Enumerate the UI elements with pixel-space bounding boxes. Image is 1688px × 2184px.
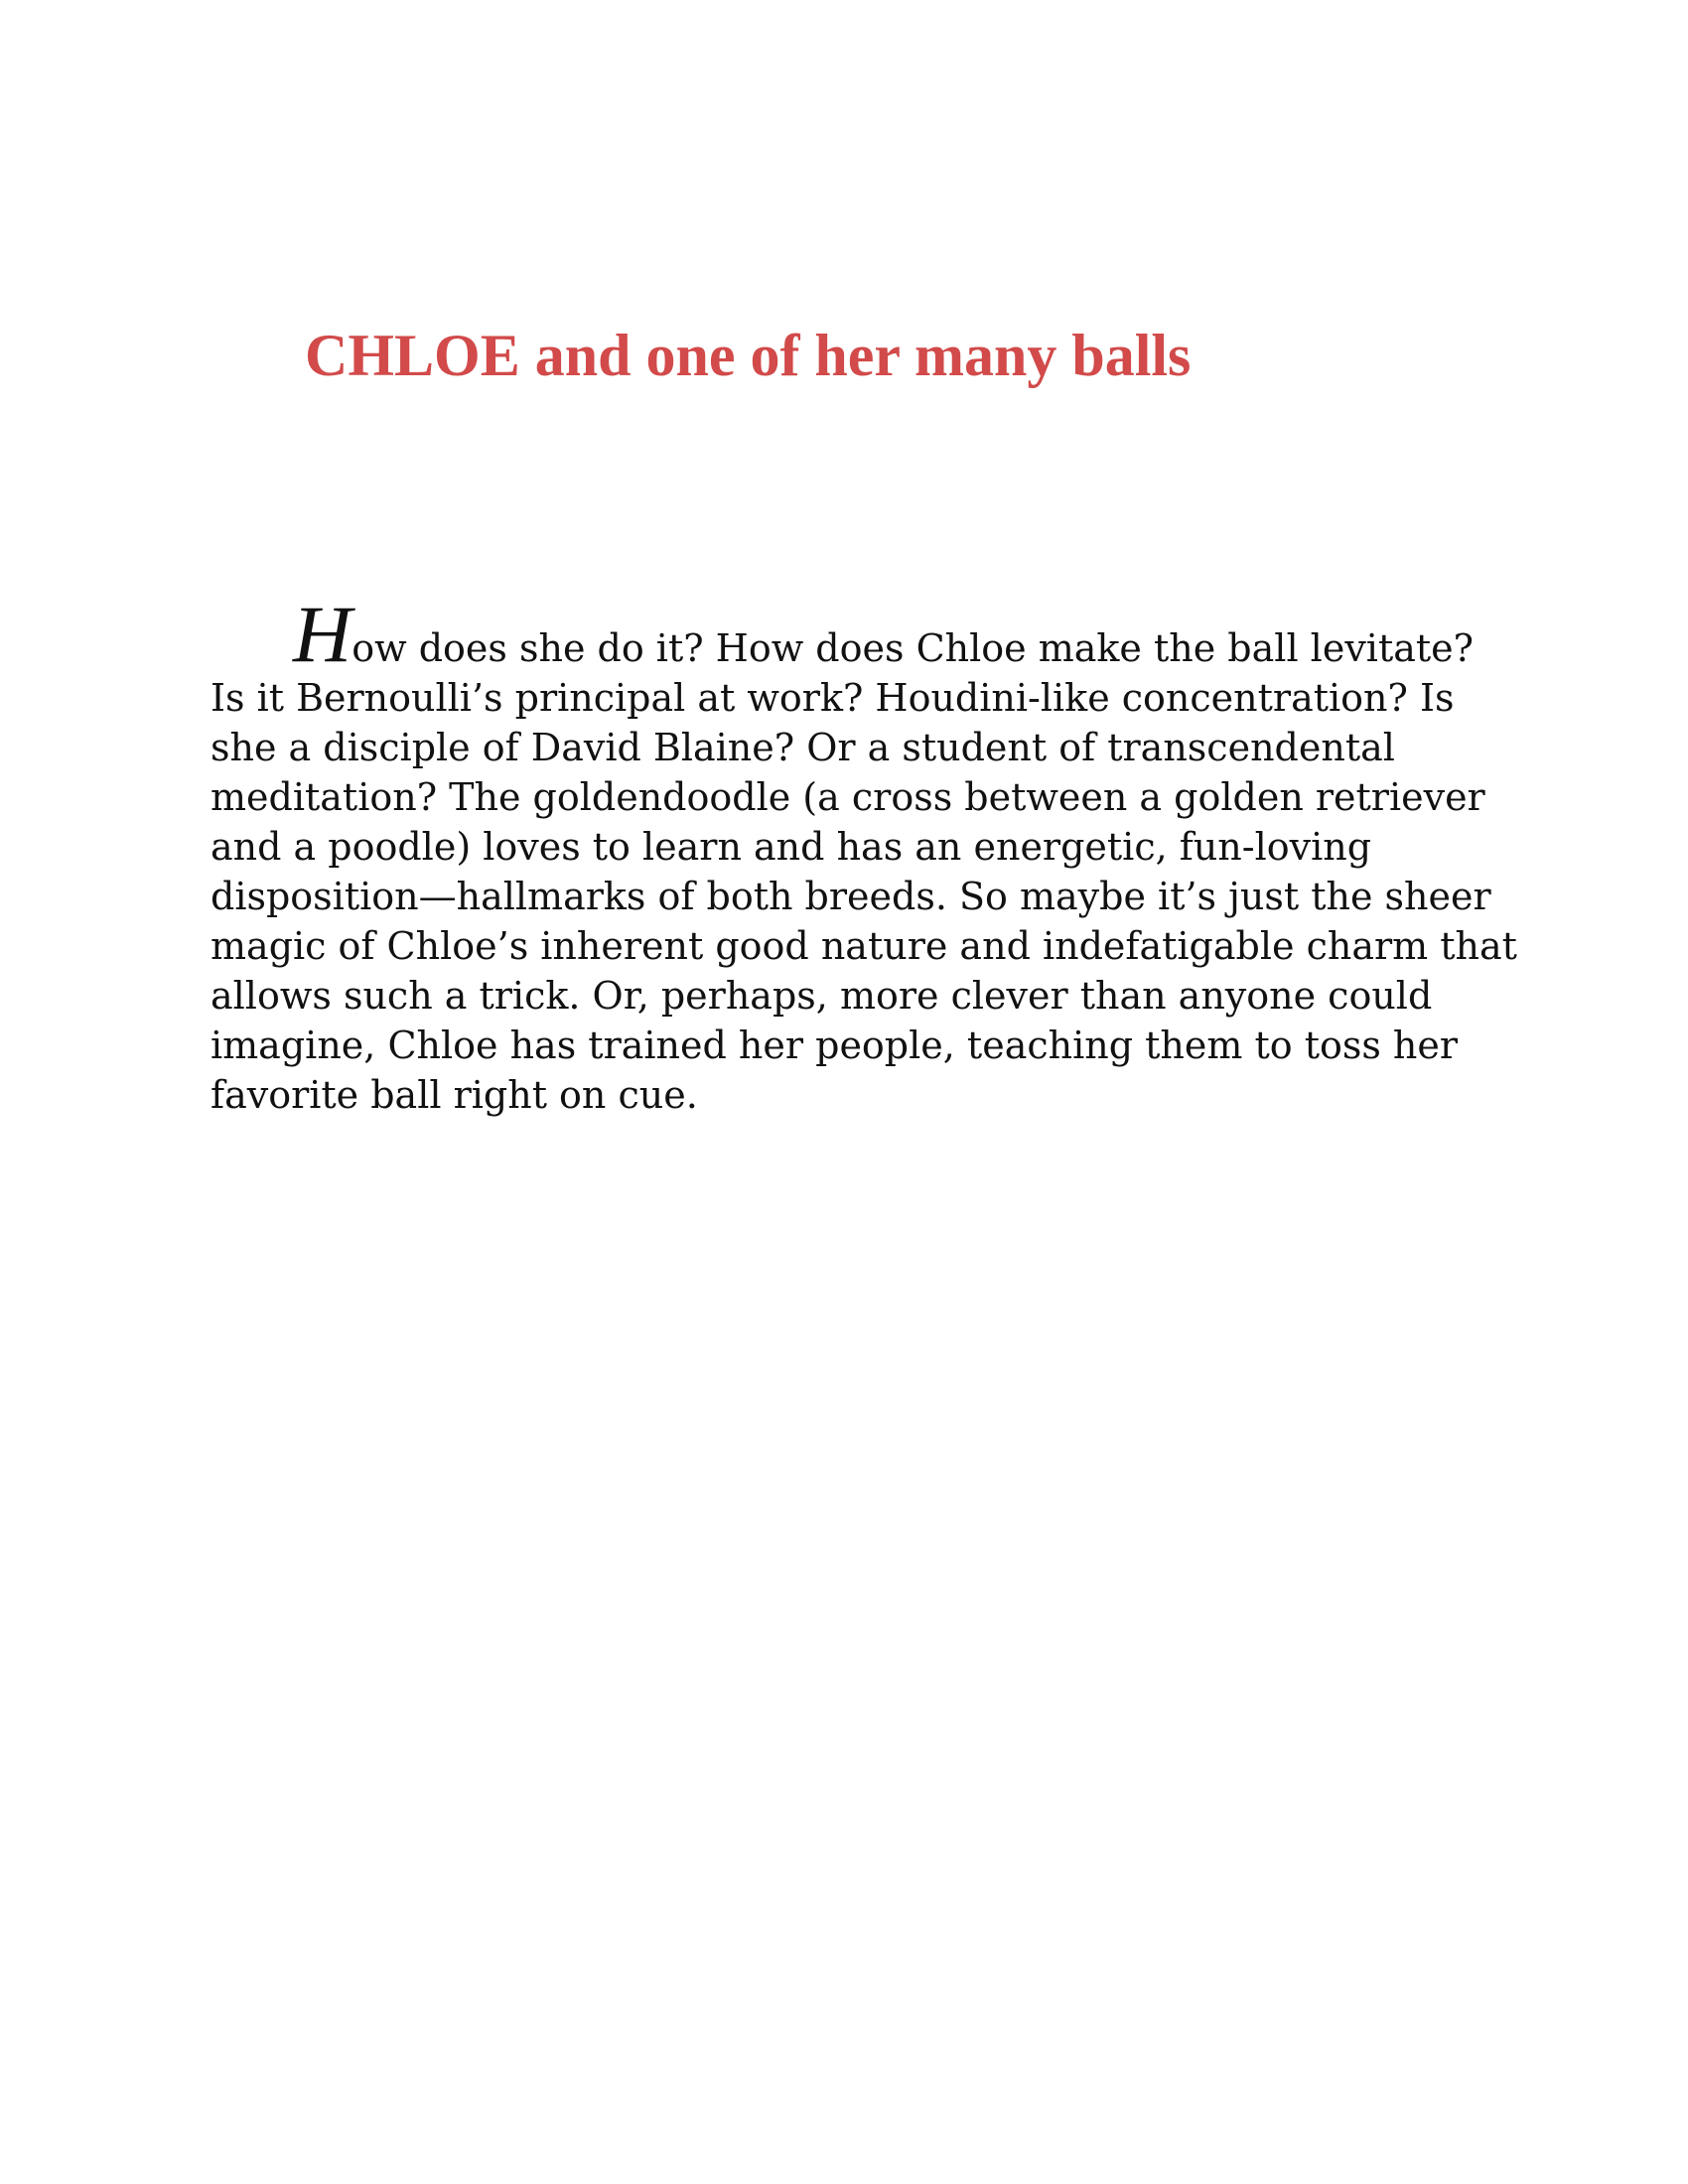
drop-cap-letter: H [293, 589, 352, 679]
paragraph-line: allows such a trick. Or, perhaps, more clever than anyone could [211, 974, 1433, 1018]
body-paragraph [211, 589, 1517, 1120]
page-title: CHLOE and one of her many balls [305, 323, 1192, 388]
paragraph-line [211, 589, 1491, 679]
paragraph-line: magic of Chloe’s inherent good nature and indefatigable charm that [211, 924, 1517, 968]
paragraph-line: and a poodle) loves to learn and has an energetic, fun-loving [211, 825, 1372, 869]
paragraph-line: imagine, Chloe has trained her people, teaching them to toss her [211, 1024, 1459, 1067]
paragraph-line: Is it Bernoulli’s principal at work? Houdini-like concentration? Is [211, 676, 1455, 720]
paragraph-line: she a disciple of David Blaine? Or a student of transcendental [211, 726, 1395, 769]
paragraph-line: disposition—hallmarks of both breeds. So maybe it’s just the sheer [211, 875, 1491, 918]
paragraph-line: favorite ball right on cue. [211, 1073, 698, 1117]
paragraph-line-text: ow does she do it? How does Chloe make the ball levitate? [352, 626, 1474, 670]
paragraph-line: meditation? The goldendoodle (a cross between a golden retriever [211, 775, 1485, 819]
